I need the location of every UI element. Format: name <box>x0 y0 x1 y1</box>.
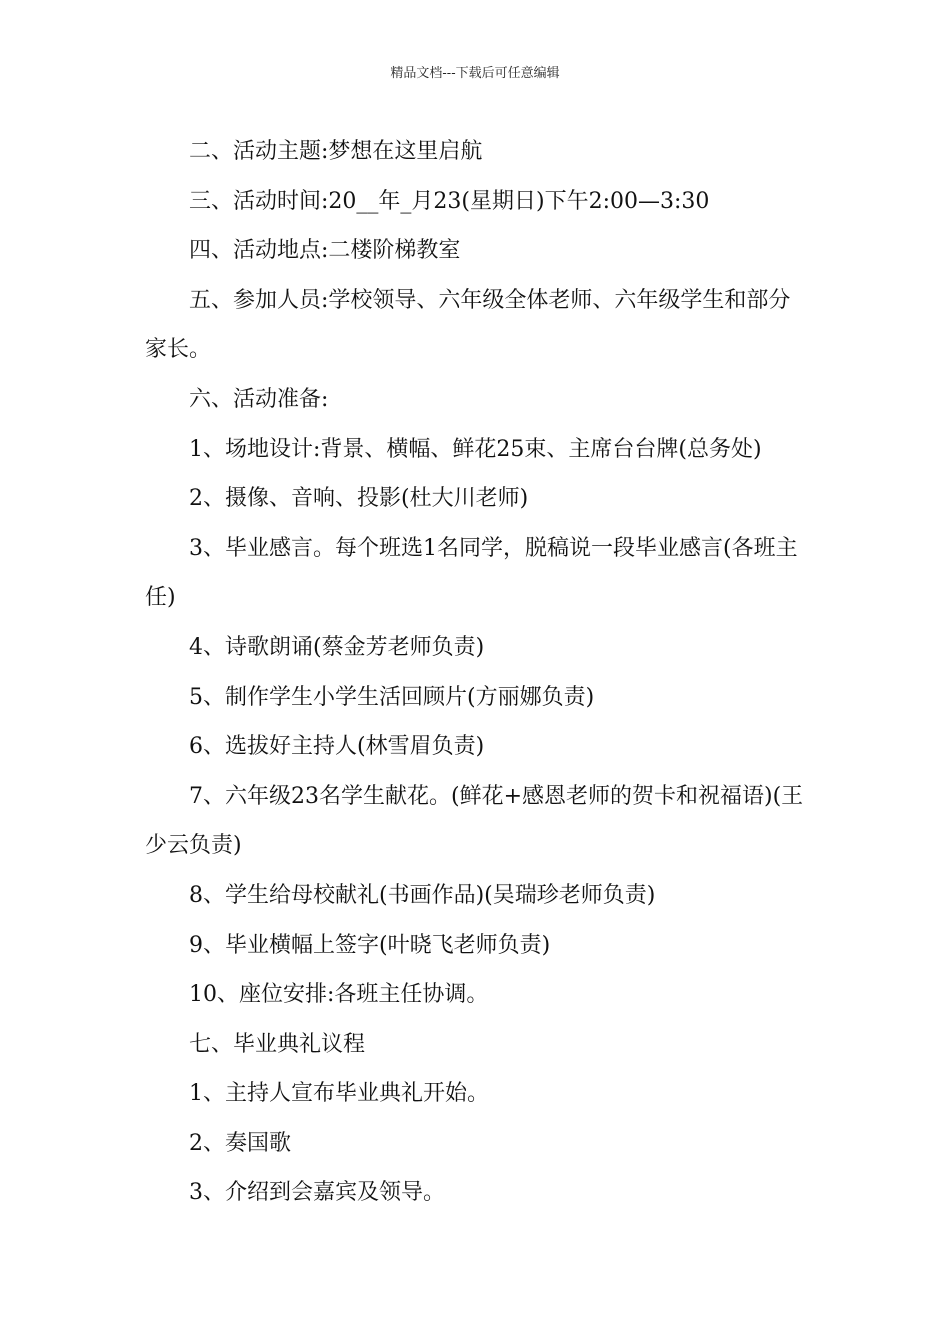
section-participants: 五、参加人员:学校领导、六年级全体老师、六年级学生和部分家长。 <box>145 287 791 363</box>
agenda-item-guests: 3、介绍到会嘉宾及领导。 <box>189 1180 445 1206</box>
section-theme: 二、活动主题:梦想在这里启航 <box>189 139 483 164</box>
section-agenda: 七、毕业典礼议程 <box>189 1031 366 1057</box>
prep-item-speech: 3、毕业感言。每个班选1名同学，脱稿说一段毕业感言(各班主任) <box>145 535 798 611</box>
section-preparation: 六、活动准备: <box>189 386 329 412</box>
prep-item-seating: 10、座位安排:各班主任协调。 <box>189 982 489 1008</box>
prep-item-video: 5、制作学生小学生活回顾片(方丽娜负责) <box>189 684 595 710</box>
prep-item-poetry: 4、诗歌朗诵(蔡金芳老师负责) <box>189 634 485 660</box>
prep-item-venue: 1、场地设计:背景、横幅、鲜花25束、主席台台牌(总务处) <box>189 436 762 462</box>
prep-item-signing: 9、毕业横幅上签字(叶晓飞老师负责) <box>189 932 551 958</box>
page-header: 精品文档---下载后可任意编辑 <box>390 66 560 81</box>
agenda-item-open: 1、主持人宣布毕业典礼开始。 <box>189 1081 489 1107</box>
section-location: 四、活动地点:二楼阶梯教室 <box>189 238 461 264</box>
agenda-item-anthem: 2、奏国歌 <box>189 1130 291 1156</box>
prep-item-av: 2、摄像、音响、投影(杜大川老师) <box>189 486 529 512</box>
document-body <box>145 127 810 1218</box>
section-time: 三、活动时间:20__年_月23(星期日)下午2:00—3:30 <box>189 188 710 214</box>
prep-item-host: 6、选拔好主持人(林雪眉负责) <box>189 734 485 760</box>
prep-item-flowers: 7、六年级23名学生献花。(鲜花+感恩老师的贺卡和祝福语)(王少云负责) <box>145 783 804 859</box>
prep-item-gift: 8、学生给母校献礼(书画作品)(吴瑞珍老师负责) <box>189 882 656 908</box>
